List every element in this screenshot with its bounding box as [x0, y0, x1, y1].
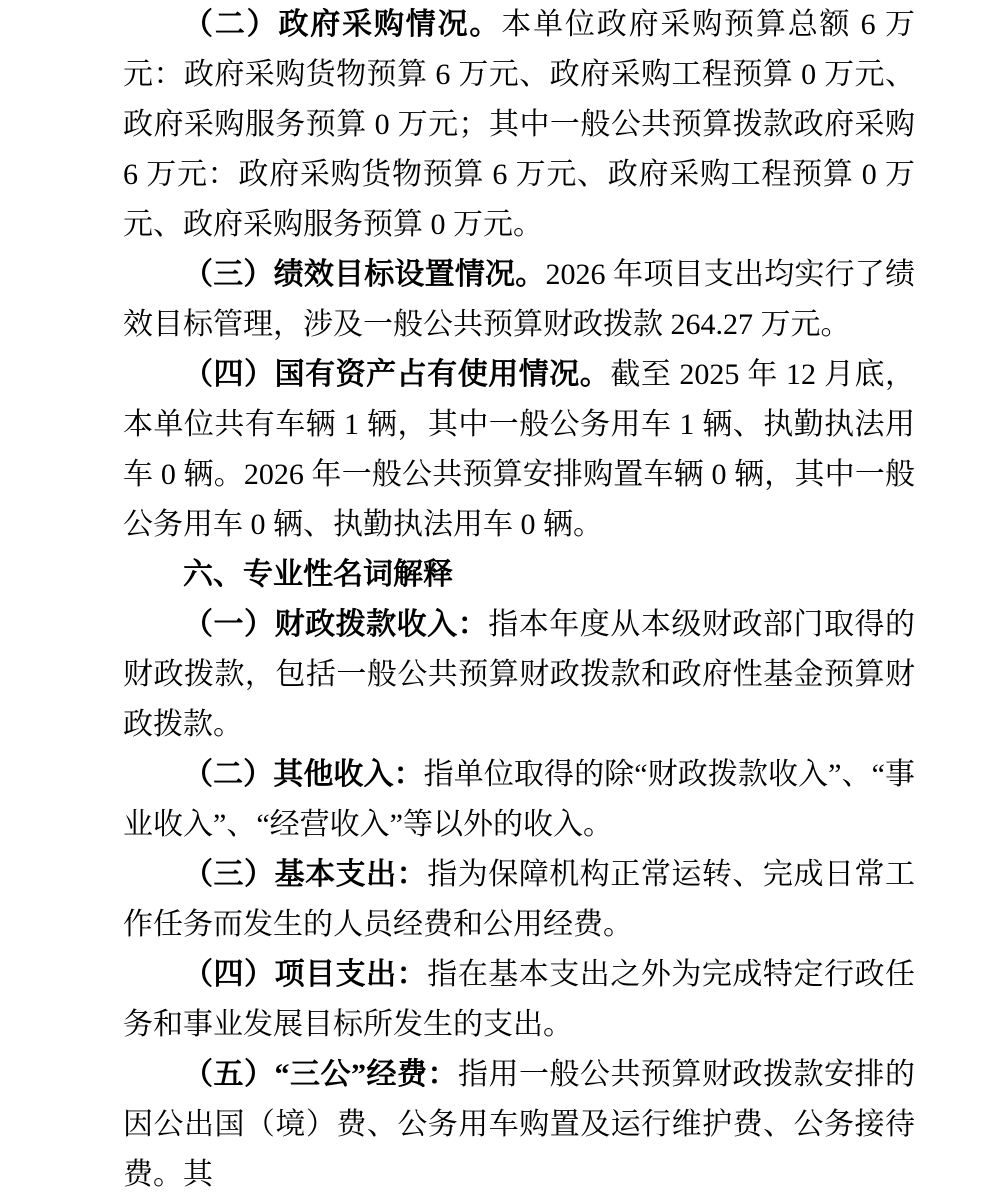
para-term-three-public-funds	[123, 1050, 915, 1200]
para-term-project-expenditure-lead: （四）项目支出：	[183, 958, 428, 991]
para-term-project-expenditure	[123, 950, 915, 1050]
para-term-other-income-lead: （二）其他收入：	[183, 758, 424, 791]
para-government-procurement	[123, 0, 915, 250]
para-term-fiscal-appropriation-income-lead: （一）财政拨款收入：	[183, 608, 489, 641]
para-term-fiscal-appropriation-income	[123, 600, 915, 750]
para-performance-targets-lead: （三）绩效目标设置情况。	[183, 258, 546, 291]
para-government-procurement-lead: （二）政府采购情况。	[183, 8, 502, 41]
para-term-fiscal-appropriation-income-body: 指本年度从本级财政部门取得的财政拨款，包括一般公共预算财政拨款和政府性基金预算财政拨款。	[123, 608, 916, 741]
para-term-three-public-funds-lead: （五）“三公”经费：	[183, 1058, 458, 1091]
para-term-basic-expenditure	[123, 850, 915, 950]
para-term-project-expenditure-body: 指在基本支出之外为完成特定行政任务和事业发展目标所发生的支出。	[123, 958, 916, 1041]
para-state-owned-assets	[123, 350, 915, 550]
para-term-basic-expenditure-lead: （三）基本支出：	[183, 858, 428, 891]
section-heading-terms: 六、专业性名词解释	[183, 558, 453, 591]
para-government-procurement-body: 本单位政府采购预算总额 6 万元：政府采购货物预算 6 万元、政府采购工程预算 0 万元、政府采购服务预算 0 万元；其中一般公共预算拨款政府采购 6 万元：政府采购货物预算 6 万元、政府采购工程预算 0 万元、政府采购服务预算 0 万元。	[123, 8, 916, 241]
para-state-owned-assets-body: 截至 2025 年 12 月底，本单位共有车辆 1 辆，其中一般公务用车 1 辆、执勤执法用车 0 辆。2026 年一般公共预算安排购置车辆 0 辆，其中一般公务用车 0 辆、执勤执法用车 0 辆。	[123, 358, 916, 541]
para-term-three-public-funds-body: 指用一般公共预算财政拨款安排的因公出国（境）费、公务用车购置及运行维护费、公务接待费。其	[123, 1058, 915, 1191]
para-term-other-income	[123, 750, 915, 850]
para-performance-targets-body: 2026 年项目支出均实行了绩效目标管理，涉及一般公共预算财政拨款 264.27 万元。	[123, 258, 916, 341]
para-performance-targets	[123, 250, 915, 350]
para-term-basic-expenditure-body: 指为保障机构正常运转、完成日常工作任务而发生的人员经费和公用经费。	[123, 858, 916, 941]
para-state-owned-assets-lead: （四）国有资产占有使用情况。	[183, 358, 611, 391]
para-term-other-income-body: 指单位取得的除“财政拨款收入”、“事业收入”、“经营收入”等以外的收入。	[123, 758, 915, 841]
